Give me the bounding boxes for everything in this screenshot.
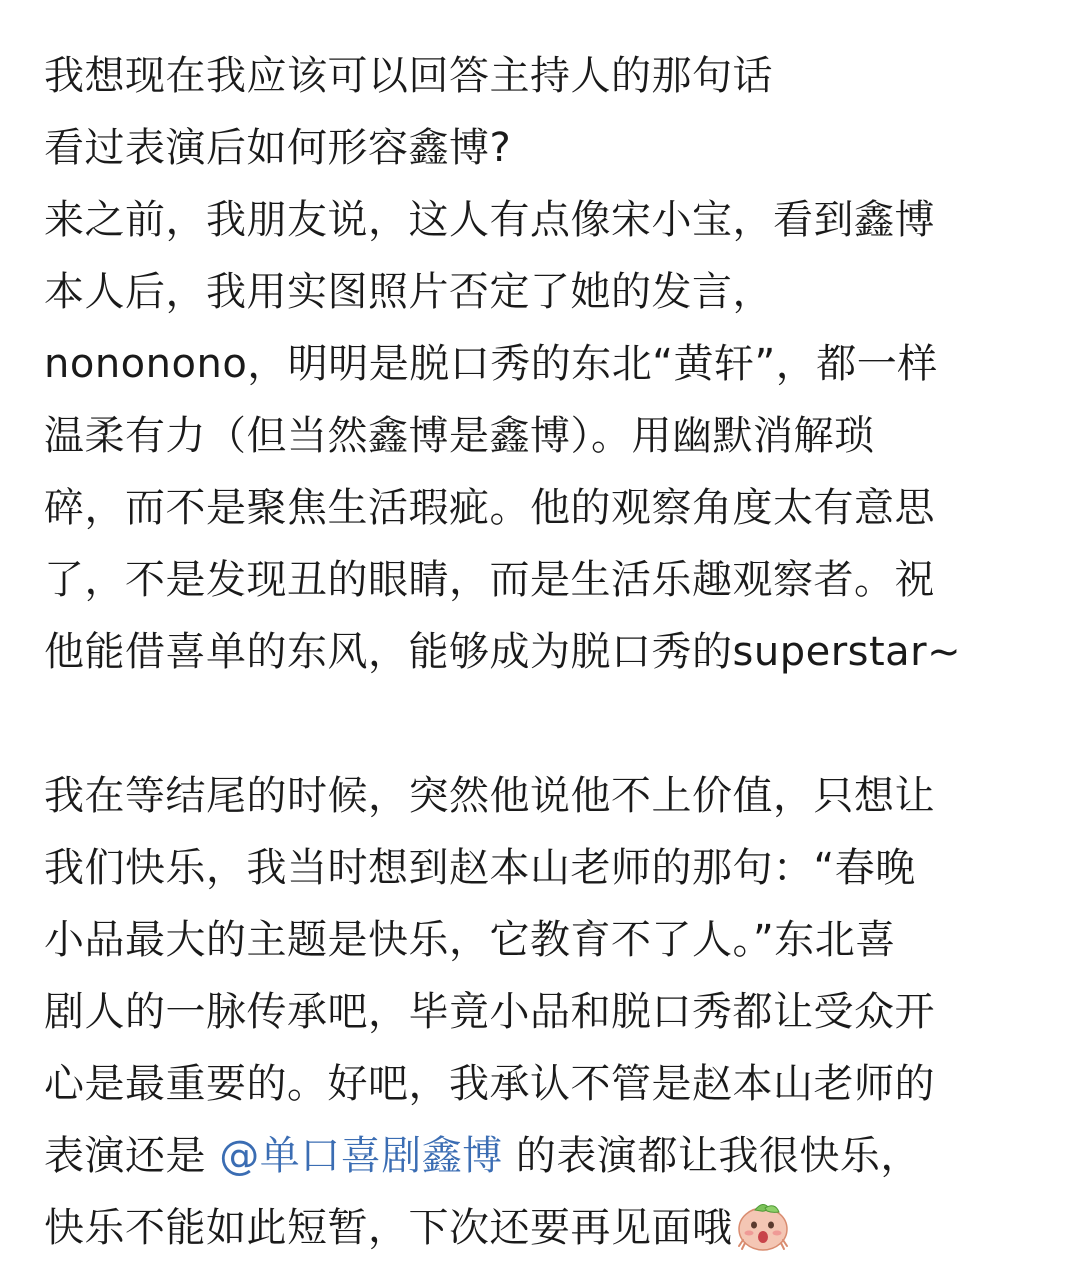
text-line: 小品最大的主题是快乐，它教育不了人。”东北喜: [44, 917, 896, 963]
paragraph-gap: [44, 688, 1044, 760]
text-line: 剧人的一脉传承吧，毕竟小品和脱口秀都让受众开: [44, 989, 935, 1035]
text-line: 心是最重要的。好吧，我承认不管是赵本山老师的: [44, 1061, 935, 1107]
text-line: nononono，明明是脱口秀的东北“黄轩”，都一样: [44, 341, 938, 387]
user-mention-link[interactable]: @单口喜剧鑫博: [219, 1133, 503, 1179]
text-line: 本人后，我用实图照片否定了她的发言，: [44, 269, 773, 315]
line-suffix: 的表演都让我很快乐，: [502, 1133, 921, 1179]
text-line: 我们快乐，我当时想到赵本山老师的那句：“春晚: [44, 845, 916, 891]
text-line: 他能借喜单的东风，能够成为脱口秀的superstar~: [44, 629, 962, 675]
text-line-with-mention: [44, 1120, 1044, 1192]
post-body: [44, 40, 1044, 1264]
last-line-text: 快乐不能如此短暂，下次还要再见面哦: [44, 1205, 733, 1251]
last-text-line: [44, 1192, 1044, 1264]
text-line: 碎，而不是聚焦生活瑕疵。他的观察角度太有意思: [44, 485, 935, 531]
text-line: 来之前，我朋友说，这人有点像宋小宝，看到鑫博: [44, 197, 935, 243]
text-line: 我想现在我应该可以回答主持人的那句话: [44, 53, 773, 99]
text-line: 看过表演后如何形容鑫博?: [44, 125, 512, 171]
text-line: 我在等结尾的时候，突然他说他不上价值，只想让: [44, 773, 935, 819]
line-prefix: 表演还是: [44, 1133, 220, 1179]
text-line: 了，不是发现丑的眼睛，而是生活乐趣观察者。祝: [44, 557, 935, 603]
peach-face-emoji-icon: [735, 1200, 791, 1252]
text-line: 温柔有力（但当然鑫博是鑫博）。用幽默消解琐: [44, 413, 875, 459]
